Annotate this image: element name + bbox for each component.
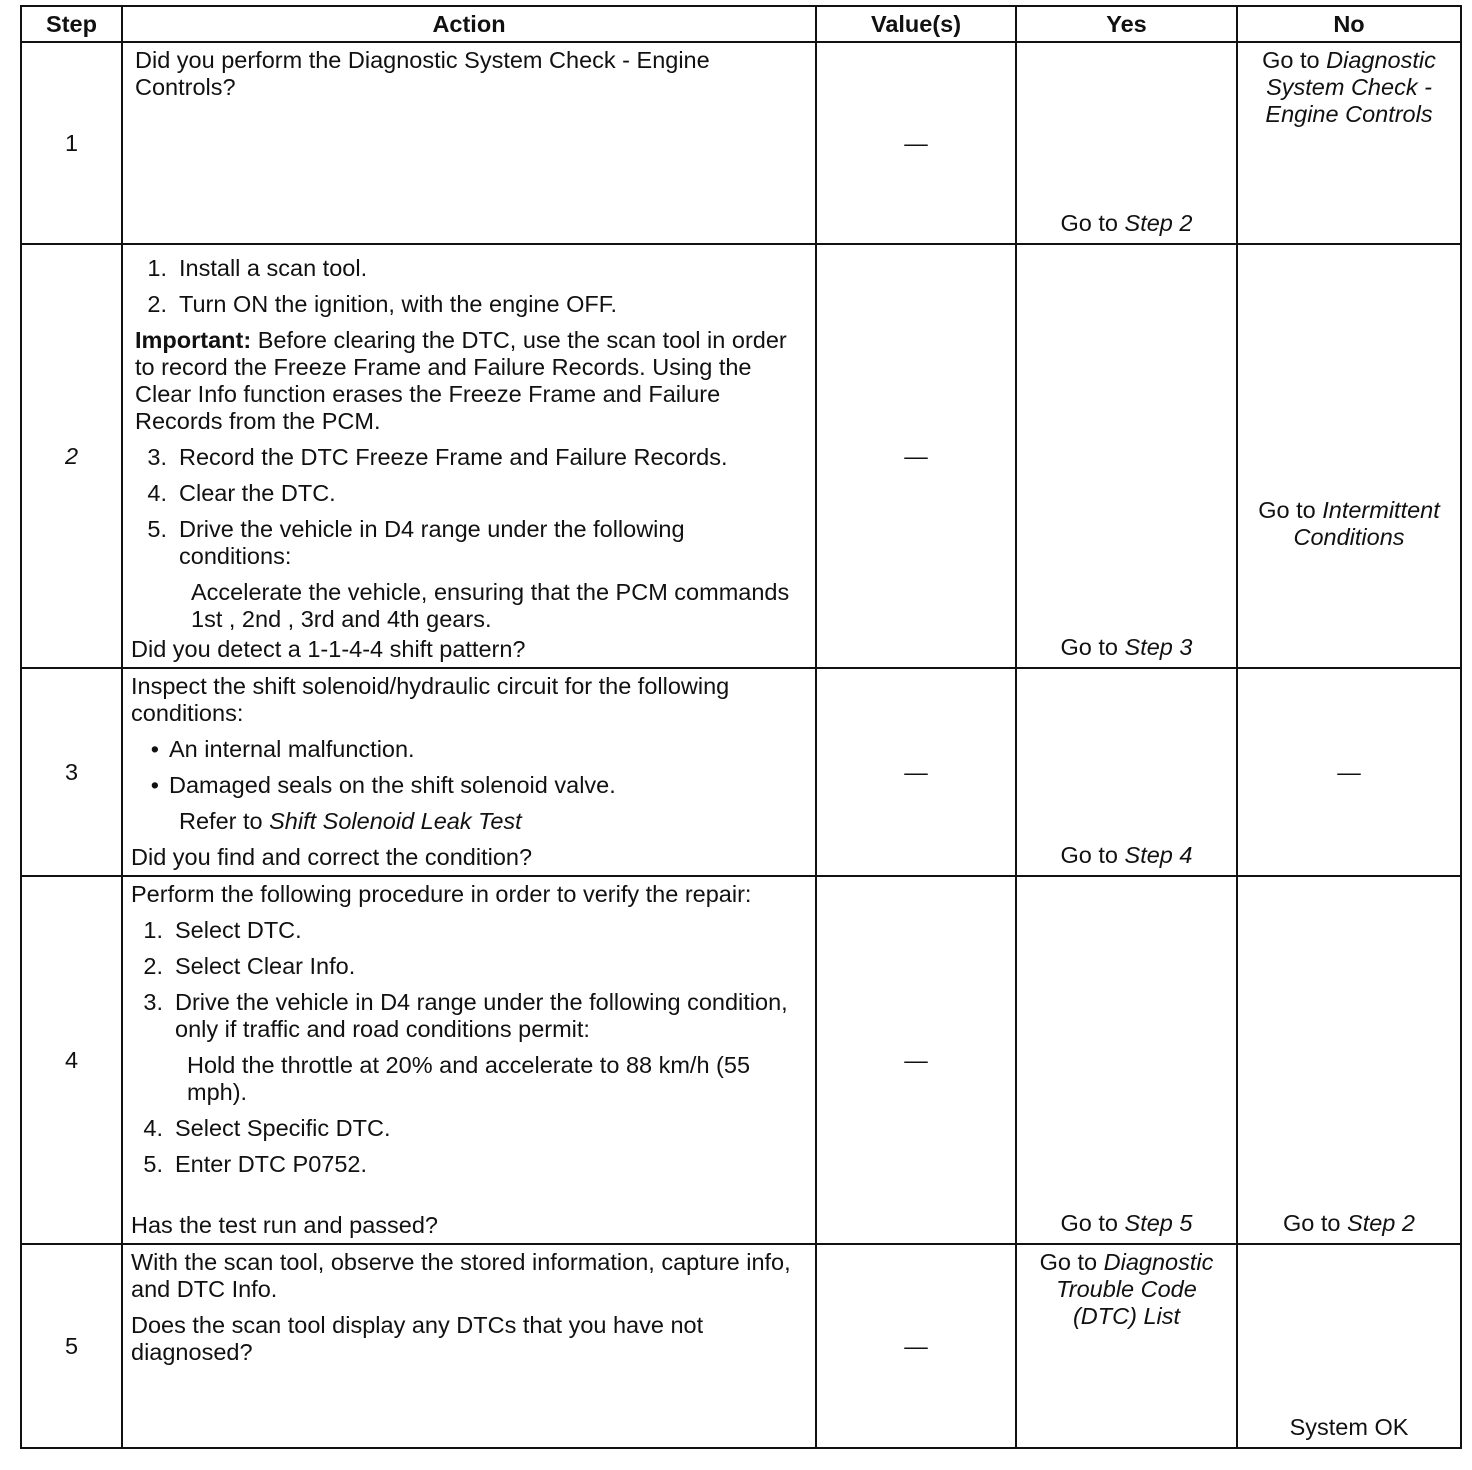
intro-text: Perform the following procedure in order to verify the repair: <box>131 881 752 907</box>
yes-action[interactable]: Go to Step 4 <box>1060 842 1193 868</box>
table-row <box>21 244 1461 668</box>
yes-action[interactable]: Go to Step 2 <box>1060 210 1193 236</box>
no-cell <box>1237 244 1461 668</box>
header-no: No <box>1237 6 1461 42</box>
action-cell <box>122 244 816 668</box>
yes-action[interactable]: Go to Step 3 <box>1060 634 1193 660</box>
list-item: 3. Record the DTC Freeze Frame and Failure Records. <box>147 444 728 470</box>
refer-text[interactable]: Refer to Shift Solenoid Leak Test <box>179 808 522 834</box>
yes-cell <box>1016 1244 1237 1448</box>
no-cell <box>1237 42 1461 244</box>
no-action[interactable]: Go to Diagnostic System Check - Engine Controls <box>1262 47 1436 127</box>
list-item: 2. Select Clear Info. <box>143 953 356 979</box>
intro-text: Inspect the shift solenoid/hydraulic circuit for the following conditions: <box>131 673 730 726</box>
list-item: 3. Drive the vehicle in D4 range under the following condition, only if traffic and road conditions permit: <box>143 989 788 1042</box>
list-item: • An internal malfunction. <box>150 736 415 762</box>
header-action: Action <box>122 6 816 42</box>
value-cell: — <box>816 876 1016 1244</box>
value-cell: — <box>816 42 1016 244</box>
list-item: 2. Turn ON the ignition, with the engine OFF. <box>147 291 618 317</box>
yes-cell <box>1016 244 1237 668</box>
no-cell: — <box>1237 668 1461 876</box>
important-note: Important: Before clearing the DTC, use the scan tool in order to record the Freeze Frame and Failure Records. Using the Clear Info function erases the Freeze Frame and Failure Records from the PCM. <box>135 327 787 434</box>
value-cell: — <box>816 668 1016 876</box>
yes-action[interactable]: Go to Step 5 <box>1060 1210 1193 1236</box>
question: Did you detect a 1-1-4-4 shift pattern? <box>131 636 526 662</box>
step-number: 1 <box>21 42 122 244</box>
action-cell <box>122 668 816 876</box>
action-cell <box>122 42 816 244</box>
value-cell: — <box>816 244 1016 668</box>
step-number: 5 <box>21 1244 122 1448</box>
yes-action[interactable]: Go to Diagnostic Trouble Code (DTC) List <box>1039 1249 1214 1329</box>
list-item: 4. Clear the DTC. <box>147 480 336 506</box>
step-number: 2 <box>21 244 122 668</box>
value-cell: — <box>816 1244 1016 1448</box>
table-row <box>21 1244 1461 1448</box>
diagnostic-table <box>20 5 1462 1449</box>
step-number: 4 <box>21 876 122 1244</box>
no-cell <box>1237 1244 1461 1448</box>
question: Has the test run and passed? <box>131 1212 439 1238</box>
question: Did you find and correct the condition? <box>131 844 533 870</box>
no-result: System OK <box>1289 1414 1409 1440</box>
no-action[interactable]: Go to Intermittent Conditions <box>1258 497 1440 550</box>
table-row <box>21 876 1461 1244</box>
table-row <box>21 668 1461 876</box>
list-item: 4. Select Specific DTC. <box>143 1115 391 1141</box>
list-item: • Damaged seals on the shift solenoid valve. <box>150 772 616 798</box>
step-number: 3 <box>21 668 122 876</box>
no-cell <box>1237 876 1461 1244</box>
list-item: 1. Install a scan tool. <box>147 255 368 281</box>
yes-cell <box>1016 876 1237 1244</box>
yes-cell <box>1016 668 1237 876</box>
action-cell <box>122 876 816 1244</box>
no-action[interactable]: Go to Step 2 <box>1283 1210 1415 1236</box>
table-row <box>21 42 1461 244</box>
header-row <box>21 6 1461 42</box>
header-yes: Yes <box>1016 6 1237 42</box>
action-text: With the scan tool, observe the stored information, capture info, and DTC Info. <box>131 1249 791 1302</box>
header-step: Step <box>21 6 122 42</box>
list-item: 1. Select DTC. <box>143 917 302 943</box>
sub-text: Accelerate the vehicle, ensuring that the PCM commands 1st , 2nd , 3rd and 4th gears. <box>191 579 790 632</box>
action-text: Did you perform the Diagnostic System Check - Engine Controls? <box>135 47 710 100</box>
action-cell <box>122 1244 816 1448</box>
list-item: 5. Drive the vehicle in D4 range under the following conditions: <box>147 516 685 569</box>
header-values: Value(s) <box>816 6 1016 42</box>
yes-cell <box>1016 42 1237 244</box>
question: Does the scan tool display any DTCs that you have not diagnosed? <box>131 1312 704 1365</box>
list-item: 5. Enter DTC P0752. <box>143 1151 368 1177</box>
sub-text: Hold the throttle at 20% and accelerate to 88 km/h (55 mph). <box>187 1052 751 1105</box>
